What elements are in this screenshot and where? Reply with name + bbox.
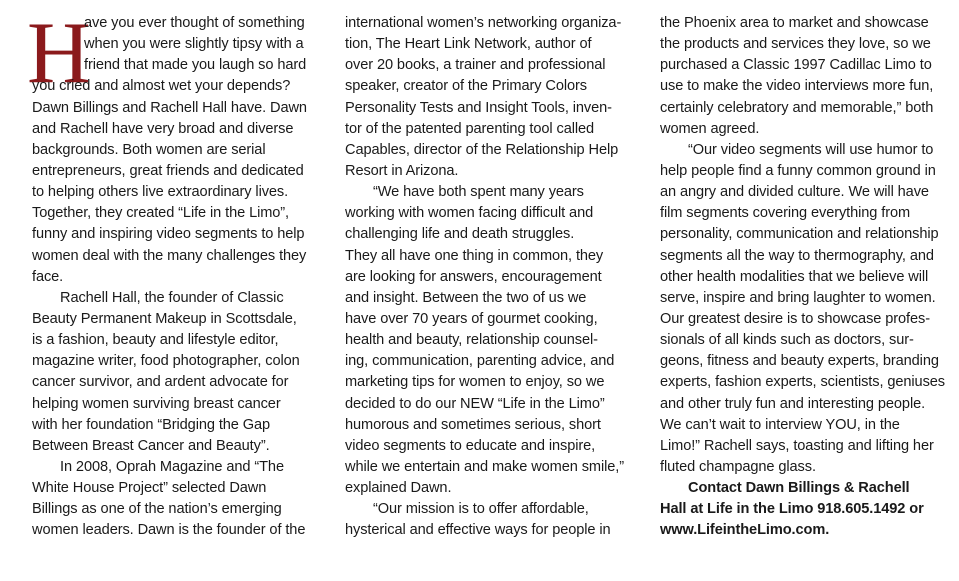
text-line: to helping others live extraordinary lives.	[32, 184, 289, 201]
text-line: “We have both spent many years	[373, 184, 584, 201]
text-line: have over 70 years of gourmet cooking,	[345, 310, 598, 327]
text-line: the Phoenix area to market and showcase	[660, 15, 929, 31]
text-line: challenging life and death struggles.	[345, 226, 575, 243]
text-line: purchased a Classic 1997 Cadillac Limo to	[660, 57, 932, 74]
text-line: entrepreneurs, great friends and dedicated	[32, 162, 304, 179]
text-line: marketing tips for women to enjoy, so we	[345, 374, 605, 391]
text-line: experts, fashion experts, scientists, geniuses	[660, 374, 945, 391]
text-line: We can’t wait to interview YOU, in the	[660, 416, 900, 433]
text-line: geons, fitness and beauty experts, branding	[660, 353, 939, 370]
text-line: In 2008, Oprah Magazine and “The	[60, 458, 284, 475]
text-line: help people find a funny common ground in	[660, 162, 936, 179]
text-line: “Our video segments will use humor to	[688, 141, 934, 158]
text-line: Beauty Permanent Makeup in Scottsdale,	[32, 310, 297, 327]
text-line: fluted champagne glass.	[660, 458, 816, 475]
text-line: video segments to educate and inspire,	[345, 437, 596, 454]
text-line: decided to do our NEW “Life in the Limo”	[345, 395, 605, 412]
text-line: are looking for answers, encouragement	[345, 268, 602, 285]
text-line: funny and inspiring video segments to help	[32, 226, 305, 243]
text-line: Our greatest desire is to showcase profes-	[660, 310, 930, 327]
contact-line: Hall at Life in the Limo 918.605.1492 or	[660, 501, 924, 518]
text-line: film segments covering everything from	[660, 205, 911, 222]
text-line: White House Project” selected Dawn	[32, 480, 267, 497]
text-line: certainly celebratory and memorable,” both	[660, 99, 934, 116]
text-line: backgrounds. Both women are serial	[32, 141, 266, 158]
text-line: friend that made you laugh so hard	[84, 57, 307, 74]
text-line: and insight. Between the two of us we	[345, 289, 587, 306]
text-line: international women’s networking organiza-	[345, 15, 622, 31]
text-line: cancer survivor, and ardent advocate for	[32, 374, 289, 391]
text-line: Billings as one of the nation’s emerging	[32, 501, 282, 518]
article-column-1	[32, 13, 322, 542]
text-line: with her foundation “Bridging the Gap	[32, 416, 271, 433]
contact-line: www.LifeintheLimo.com.	[660, 522, 830, 539]
text-line: ave you ever thought of something	[84, 15, 305, 31]
text-line: the products and services they love, so we	[660, 36, 931, 53]
article-column-2	[345, 13, 640, 542]
text-line: use to make the video interviews more fun,	[660, 78, 934, 95]
text-line: Rachell Hall, the founder of Classic	[60, 289, 284, 306]
text-line: women deal with the many challenges they	[32, 247, 307, 264]
text-line: serve, inspire and bring laughter to women.	[660, 289, 936, 306]
text-line: health and beauty, relationship counsel-	[345, 332, 598, 349]
text-line: “Our mission is to offer affordable,	[373, 501, 589, 518]
text-line: Resort in Arizona.	[345, 162, 459, 179]
text-line: over 20 books, a trainer and professional	[345, 57, 606, 74]
text-line: and other truly fun and interesting people.	[660, 395, 926, 412]
text-line: an angry and divided culture. We will have	[660, 184, 929, 201]
text-line: sionals of all kinds such as doctors, sur-	[660, 332, 914, 349]
text-line: you cried and almost wet your depends?	[32, 78, 291, 95]
text-line: ing, communication, parenting advice, and	[345, 353, 615, 370]
text-line: magazine writer, food photographer, colon	[32, 353, 300, 370]
text-line: and Rachell have very broad and diverse	[32, 120, 294, 137]
text-line: Personality Tests and Insight Tools, inven-	[345, 99, 612, 116]
text-line: Limo!” Rachell says, toasting and lifting her	[660, 437, 934, 454]
text-line: while we entertain and make women smile,”	[345, 458, 624, 475]
article-column-3	[660, 13, 955, 542]
text-line: speaker, creator of the Primary Colors	[345, 78, 587, 95]
text-line: women leaders. Dawn is the founder of the	[32, 522, 306, 539]
drop-cap: H	[27, 5, 91, 102]
text-line: Capables, director of the Relationship Help	[345, 141, 619, 158]
text-line: working with women facing difficult and	[345, 205, 594, 222]
text-line: Together, they created “Life in the Limo”,	[32, 205, 290, 222]
text-line: is a fashion, beauty and lifestyle editor,	[32, 332, 279, 349]
contact-line: Contact Dawn Billings & Rachell	[688, 480, 910, 497]
text-line: other health modalities that we believe will	[660, 268, 929, 285]
text-line: hysterical and effective ways for people in	[345, 522, 611, 539]
text-line: women agreed.	[660, 120, 760, 137]
text-line: Dawn Billings and Rachell Hall have. Dawn	[32, 99, 307, 116]
text-line: They all have one thing in common, they	[345, 247, 604, 264]
text-line: Between Breast Cancer and Beauty”.	[32, 437, 270, 454]
text-line: when you were slightly tipsy with a	[84, 36, 304, 53]
text-line: segments all the way to thermography, and	[660, 247, 934, 264]
text-line: tion, The Heart Link Network, author of	[345, 36, 592, 53]
text-line: face.	[32, 268, 64, 285]
text-line: helping women surviving breast cancer	[32, 395, 281, 412]
text-line: humorous and sometimes serious, short	[345, 416, 601, 433]
text-line: tor of the patented parenting tool called	[345, 120, 595, 137]
text-line: personality, communication and relationship	[660, 226, 939, 243]
text-line: explained Dawn.	[345, 480, 452, 497]
